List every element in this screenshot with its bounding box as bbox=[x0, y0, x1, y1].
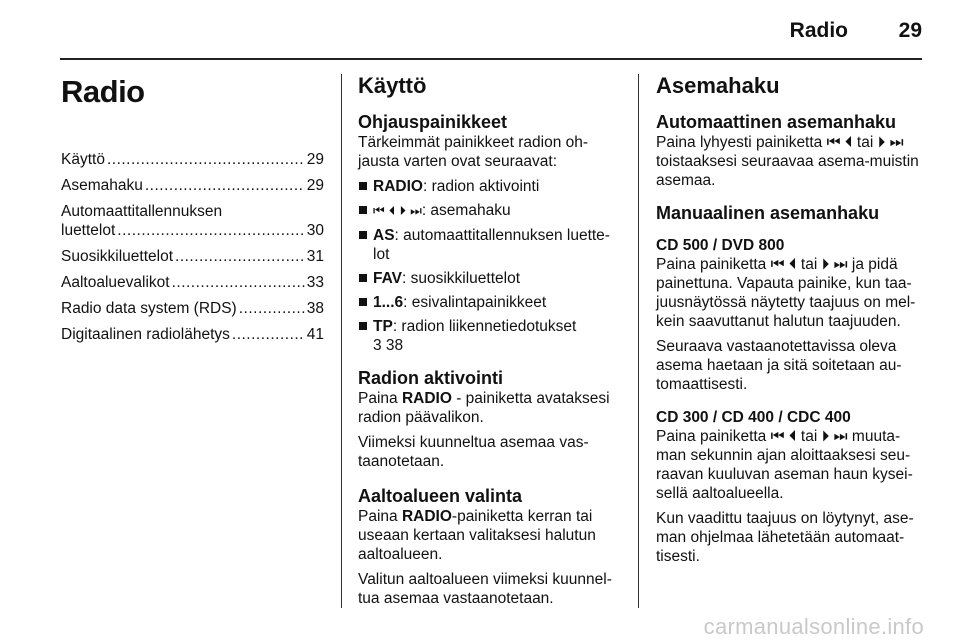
paragraph: Paina RADIO-painiketta kerran tai useaan kertaan valitaksesi halutun aaltoalueen. bbox=[358, 508, 596, 563]
list-item: RADIO: radion aktivointi bbox=[358, 177, 620, 196]
model-heading: CD 300 / CD 400 / CDC 400 bbox=[656, 409, 851, 426]
column-divider-1 bbox=[341, 74, 342, 608]
subsection-heading: Ohjauspainikkeet bbox=[358, 112, 508, 132]
paragraph: Seuraava vastaanotettavissa oleva asema haetaan ja sitä soitetaan au-tomaattisesti. bbox=[656, 338, 902, 393]
controls-list bbox=[358, 177, 620, 355]
toc-entry[interactable]: Suosikkiluettelot ..... 31 bbox=[61, 247, 324, 266]
header-rule bbox=[60, 58, 922, 60]
seek-buttons-icon: ⏮ ⏴ ⏵ ⏭ bbox=[373, 204, 422, 219]
toc-entry[interactable]: Asemahaku ..... 29 bbox=[61, 176, 324, 195]
model-heading: CD 500 / DVD 800 bbox=[656, 237, 785, 254]
paragraph: Viimeksi kuunneltua asemaa vas-taanotetaan. bbox=[358, 434, 589, 470]
paragraph: Paina painiketta ⏮ ⏴ tai ⏵ ⏭ muuta-man sekunnin ajan aloittaaksesi seu-raavan kuuluvan aseman haun kysei-sellä aaltoalueella. bbox=[656, 428, 913, 502]
list-item: AS: automaattitallennuksen luette-lot bbox=[358, 226, 620, 264]
paragraph: Paina RADIO - painiketta avataksesi radion päävalikon. bbox=[358, 390, 610, 426]
running-header-title: Radio bbox=[789, 19, 848, 42]
toc-column bbox=[61, 72, 324, 351]
watermark: carmanualsonline.info bbox=[703, 614, 924, 639]
list-item: 1...6: esivalintapainikkeet bbox=[358, 293, 620, 312]
table-of-contents bbox=[61, 150, 324, 344]
station-search-column bbox=[656, 72, 922, 572]
toc-entry[interactable]: Käyttö ..... 29 bbox=[61, 150, 324, 169]
subsection-heading: Aaltoalueen valinta bbox=[358, 486, 523, 506]
column-divider-2 bbox=[638, 74, 639, 608]
paragraph: Paina painiketta ⏮ ⏴ tai ⏵ ⏭ ja pidä painettuna. Vapauta painike, kun taa-juusnäytössä näytetty taajuus on mel-kein saavuttanut halutun taajuuden. bbox=[656, 256, 916, 330]
usage-column bbox=[358, 72, 620, 614]
list-item: FAV: suosikkiluettelot bbox=[358, 269, 620, 288]
subsection-heading: Manuaalinen asemanhaku bbox=[656, 203, 880, 223]
paragraph: Kun vaadittu taajuus on löytynyt, ase-man ohjelmaa lähetetään automaat-tisesti. bbox=[656, 510, 914, 565]
page-reference[interactable]: 3 38 bbox=[373, 337, 404, 354]
paragraph: Paina lyhyesti painiketta ⏮ ⏴ tai ⏵ ⏭ toistaaksesi seuraavaa asema-muistin asemaa. bbox=[656, 134, 919, 189]
chapter-title: Radio bbox=[61, 74, 145, 109]
list-item: TP: radion liikennetiedotukset 3 38 bbox=[358, 317, 620, 355]
list-item: ⏮ ⏴ ⏵ ⏭: asemahaku bbox=[358, 201, 620, 221]
paragraph: Valitun aaltoalueen viimeksi kuunnel-tua asemaa vastaanotetaan. bbox=[358, 571, 612, 607]
paragraph: Tärkeimmät painikkeet radion oh-jausta varten ovat seuraavat: bbox=[358, 134, 589, 170]
toc-entry[interactable]: Aaltoaluevalikot ..... 33 bbox=[61, 273, 324, 292]
section-title: Asemahaku bbox=[656, 73, 780, 98]
subsection-heading: Automaattinen asemanhaku bbox=[656, 112, 897, 132]
toc-entry[interactable]: Digitaalinen radiolähetys ..... 41 bbox=[61, 325, 324, 344]
subsection-heading: Radion aktivointi bbox=[358, 368, 504, 388]
page-number: 29 bbox=[898, 19, 922, 42]
toc-entry[interactable]: Radio data system (RDS) ..... 38 bbox=[61, 299, 324, 318]
toc-entry[interactable]: Automaattitallennuksen luettelot ..... 30 bbox=[61, 202, 324, 240]
section-title: Käyttö bbox=[358, 73, 427, 98]
